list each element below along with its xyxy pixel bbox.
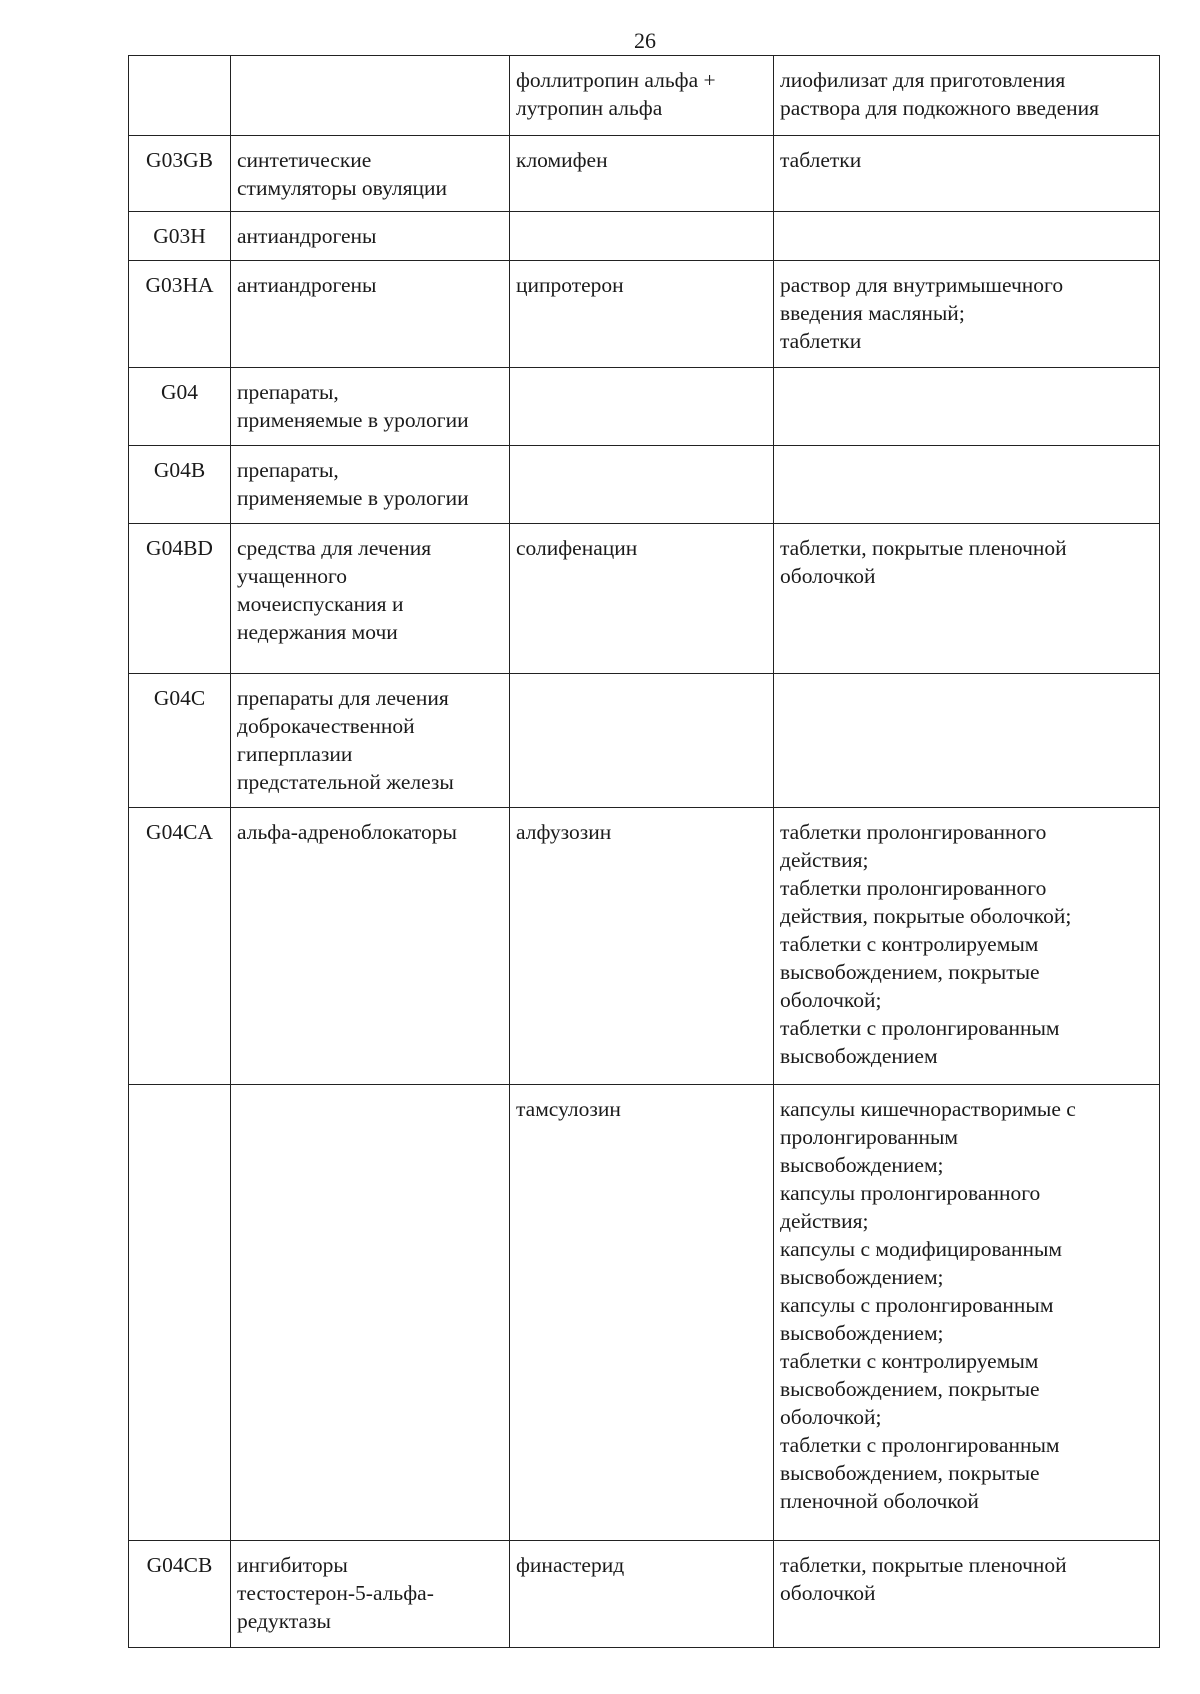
table-row <box>129 1541 1160 1648</box>
atc-code-cell: G03H <box>129 212 231 261</box>
atc-code-cell: G03GB <box>129 136 231 212</box>
table-row <box>129 1085 1160 1541</box>
atc-code-cell: G04BD <box>129 524 231 674</box>
dosage-form-cell: таблетки <box>774 136 1160 212</box>
group-name-cell: средства для лечения учащенного мочеиспускания и недержания мочи <box>231 524 510 674</box>
dosage-form-cell: таблетки, покрытые пленочной оболочкой <box>774 524 1160 674</box>
group-name-cell: препараты, применяемые в урологии <box>231 368 510 446</box>
drug-name-cell <box>510 446 774 524</box>
table-row <box>129 261 1160 368</box>
atc-code-cell: G04CA <box>129 808 231 1085</box>
atc-code-cell: G03HA <box>129 261 231 368</box>
table-row <box>129 674 1160 808</box>
drug-name-cell: фоллитропин альфа + лутропин альфа <box>510 56 774 136</box>
group-name-cell: синтетические стимуляторы овуляции <box>231 136 510 212</box>
drug-name-cell <box>510 674 774 808</box>
group-name-cell: антиандрогены <box>231 212 510 261</box>
drug-name-cell: ципротерон <box>510 261 774 368</box>
drug-name-cell: солифенацин <box>510 524 774 674</box>
dosage-form-cell: лиофилизат для приготовления раствора для подкожного введения <box>774 56 1160 136</box>
dosage-form-cell <box>774 446 1160 524</box>
table-row <box>129 136 1160 212</box>
dosage-form-cell <box>774 674 1160 808</box>
drug-name-cell <box>510 212 774 261</box>
table-row <box>129 808 1160 1085</box>
atc-code-cell: G04C <box>129 674 231 808</box>
table-row <box>129 524 1160 674</box>
dosage-form-cell: таблетки, покрытые пленочной оболочкой <box>774 1541 1160 1648</box>
drug-name-cell: алфузозин <box>510 808 774 1085</box>
group-name-cell <box>231 56 510 136</box>
dosage-form-cell <box>774 368 1160 446</box>
dosage-form-cell <box>774 212 1160 261</box>
atc-code-cell: G04CB <box>129 1541 231 1648</box>
drug-name-cell <box>510 368 774 446</box>
atc-code-cell <box>129 56 231 136</box>
atc-code-cell: G04B <box>129 446 231 524</box>
drug-name-cell: кломифен <box>510 136 774 212</box>
group-name-cell: препараты, применяемые в урологии <box>231 446 510 524</box>
table-row <box>129 56 1160 136</box>
group-name-cell: ингибиторы тестостерон-5-альфа- редуктазы <box>231 1541 510 1648</box>
table-row <box>129 368 1160 446</box>
group-name-cell <box>231 1085 510 1541</box>
group-name-cell: антиандрогены <box>231 261 510 368</box>
group-name-cell: альфа-адреноблокаторы <box>231 808 510 1085</box>
page-number: 26 <box>634 28 656 53</box>
dosage-form-cell: таблетки пролонгированного действия; таблетки пролонгированного действия, покрытые оболочкой; таблетки с контролируемым высвобождением, покрытые оболочкой; таблетки с пролонгированным высвобождением <box>774 808 1160 1085</box>
dosage-form-cell: раствор для внутримышечного введения масляный; таблетки <box>774 261 1160 368</box>
dosage-form-cell: капсулы кишечнорастворимые с пролонгированным высвобождением; капсулы пролонгированного действия; капсулы с модифицированным высвобождением; капсулы с пролонгированным высвобождением; таблетки с контролируемым высвобождением, покрытые оболочкой; таблетки с пролонгированным высвобождением, покрытые пленочной оболочкой <box>774 1085 1160 1541</box>
atc-code-cell <box>129 1085 231 1541</box>
drug-name-cell: тамсулозин <box>510 1085 774 1541</box>
table-row <box>129 446 1160 524</box>
drug-name-cell: финастерид <box>510 1541 774 1648</box>
table-row <box>129 212 1160 261</box>
atc-code-cell: G04 <box>129 368 231 446</box>
drug-table <box>128 55 1160 1648</box>
group-name-cell: препараты для лечения доброкачественной гиперплазии предстательной железы <box>231 674 510 808</box>
